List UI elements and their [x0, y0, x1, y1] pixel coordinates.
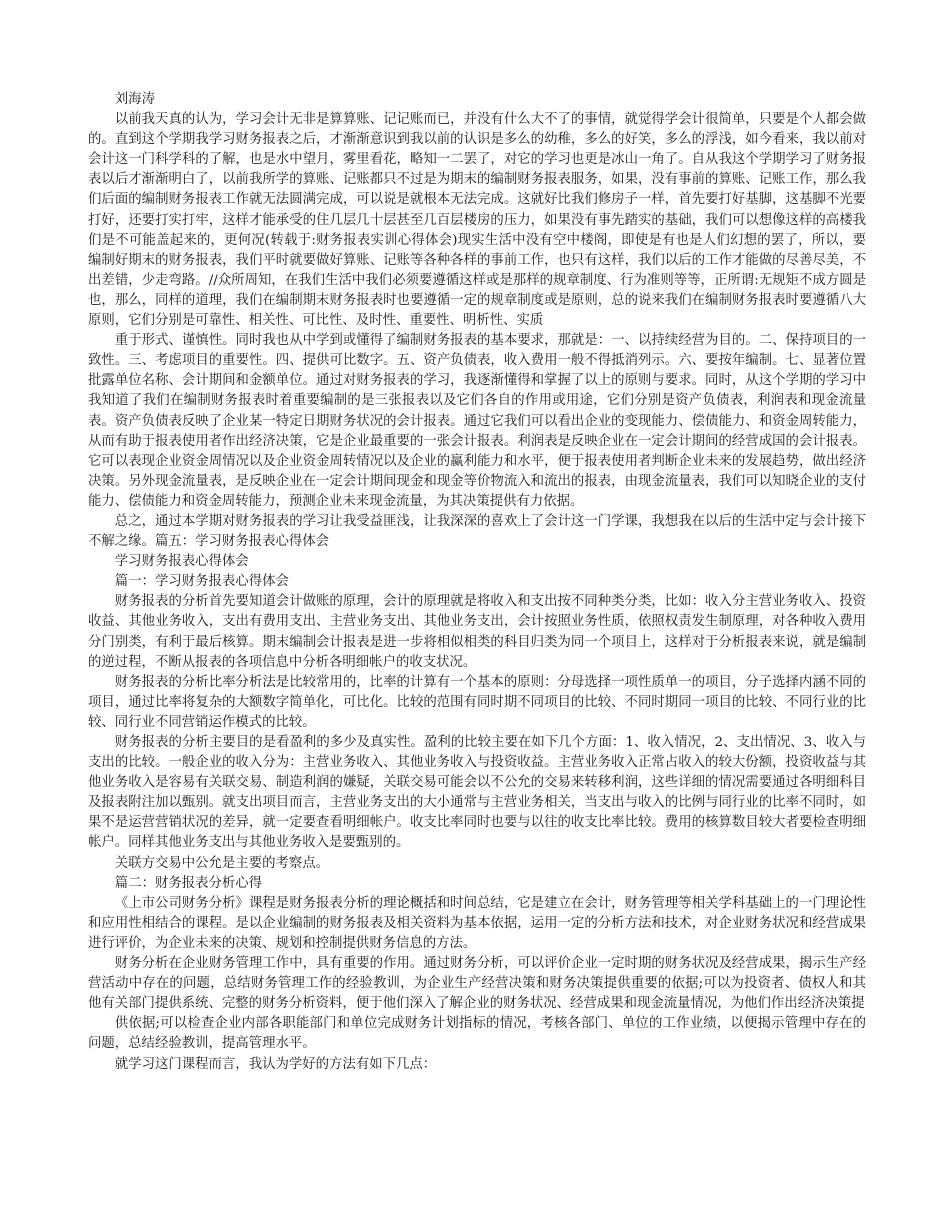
paragraph: 就学习这门课程而言，我认为学好的方法有如下几点： [114, 1056, 437, 1072]
paragraph: 供依据;可以检查企业内部各职能部门和单位完成财务计划指标的情况，考核各部门、单位的工作业绩，以便揭示管理中存在的问题，总结经验教训，提高管理水平。 [88, 1016, 866, 1052]
paragraph: 财务报表的分析比率分析法是比较常用的，比率的计算有一个基本的原则：分母选择一项性质单一的项目，分子选择内涵不同的项目，通过比率将复杂的大额数字简单化，可比化。比较的范围有同时期不同项目的比较、不同时期同一项目的比较、不同行业的比较、同行业不同营销运作模式的比较。 [88, 674, 866, 730]
author-name: 刘海涛 [114, 92, 155, 107]
section-heading: 篇二：财务报表分析心得 [114, 875, 263, 891]
paragraph: 关联方交易中公允是主要的考察点。 [114, 855, 330, 871]
paragraph: 重于形式、谨慎性。同时我也从中学到或懂得了编制财务报表的基本要求，那就是：一、以持续经营为目的。二、保持项目的一致性。三、考虑项目的重要性。四、提供可比数字。五、资产负债表，收入费用一般不得抵消列示。六、要按年编制。七、显著位置批露单位名称、会计期间和金额单位。通过对财务报表的学习，我逐渐懂得和掌握了以上的原则与要求。同时，从这个学期的学习中我知道了我们在编制财务报表时着重要编制的是三张报表以及它们各自的作用或用途，它们分别是资产负债表，利润表和现金流量表。资产负债表反映了企业某一特定日期财务状况的会计报表。通过它我们可以看出企业的变现能力、偿债能力、和资金周转能力，从而有助于报表使用者作出经济决策，它是企业最重要的一张会计报表。利润表是反映企业在一定会计期间的经营成国的会计报表。它可以表现企业资金周情况以及企业资金周转情况以及企业的赢利能力和水平，便于报表使用者判断企业未来的发展趋势，做出经济决策。另外现金流量表，是反映企业在一定会计期间现金和现金等价物流入和流出的报表，由现金流量表，我们可以知晓企业的支付能力、偿债能力和资金周转能力，预测企业未来现金流量，为其决策提供有力依据。 [88, 333, 866, 509]
paragraph: 总之，通过本学期对财务报表的学习让我受益匪浅，让我深深的喜欢上了会计这一门学课，我想我在以后的生活中定与会计接下不解之缘。篇五：学习财务报表心得体会 [88, 513, 866, 550]
paragraph: 财务分析在企业财务管理工作中，具有重要的作用。通过财务分析，可以评价企业一定时期的财务状况及经营成果，揭示生产经营活动中存在的问题，总结财务管理工作的经验教训，为企业生产经营决策和财务决策提供重要的依据;可以为投资者、债权人和其他有关部门提供系统、完整的财务分析资料，便于他们深入了解企业的财务状况、经营成果和现金流量情况，为他们作出经济决策提 [88, 956, 866, 1012]
paragraph: 财务报表的分析首先要知道会计做账的原理，会计的原理就是将收入和支出按不同种类分类，比如：收入分主营业务收入、投资收益、其他业务收入，支出有费用支出、主营业务支出、其他业务支出，会计按照业务性质，依照权责发生制原理，对各种收入费用分门别类，有利于最后核算。期末编制会计报表是进一步将相似相类的科目归类为同一个项目上，这样对于分析报表来说，就是编制的逆过程，不断从报表的各项信息中分析各明细帐户的收支状况。 [88, 594, 866, 670]
section-heading: 篇一：学习财务报表心得体会 [114, 574, 289, 590]
paragraph: 以前我天真的认为，学习会计无非是算算账、记记账而已，并没有什么大不了的事情，就觉得学会计很简单，只要是个人都会做的。直到这个学期我学习财务报表之后，才渐渐意识到我以前的认识是多么的幼稚，多么的好笑，多么的浮浅，如今看来，我以前对会计这一门科学科的了解，也是水中望月，雾里看花，略知一二罢了，对它的学习也更是冰山一角了。自从我这个学期学习了财务报表以后才渐渐明白了，以前我所学的算账、记账都只不过是为期末的编制财务报表服务，如果，没有事前的算账、记账工作，那么我们后面的编制财务报表工作就无法圆满完成，可以说是就根本无法完成。这就好比我们修房子一样，首先要打好基脚，这基脚不光要打好，还要打实打牢，这样才能承受的住几层几十层甚至几百层楼房的压力，如果没有事先踏实的基础，我们可以想像这样的高楼我们是不可能盖起来的，更何况(转载于:财务报表实训心得体会)现实生活中没有空中楼阁，即使是有也是人们幻想的罢了，所以，要编制好期末的财务报表，我们平时就要做好算账、记账等各种各样的事前工作，也只有这样，我们以后的工作才能做的尽善尽美，不出差错，少走弯路。//众所周知，在我们生活中我们必须要遵循这样或是那样的规章制度、行为准则等等，正所谓:无规矩不成方圆是也，那么，同样的道理，我们在编制期末财务报表时也要遵循一定的规章制度或是原则，总的说来我们在编制财务报表时要遵循八大原则，它们分别是可靠性、相关性、可比性、及时性、重要性、明析性、实质 [88, 112, 866, 329]
paragraph: 《上市公司财务分析》课程是财务报表分析的理论概括和时间总结，它是建立在会计，财务管理等相关学科基础上的一门理论性和应用性相结合的课程。是以企业编制的财务报表及相关资料为基本依据，运用一定的分析方法和技术，对企业财务状况和经营成果进行评价，为企业未来的决策、规划和控制提供财务信息的方法。 [88, 895, 866, 951]
section-heading: 学习财务报表心得体会 [114, 554, 249, 570]
paragraph: 财务报表的分析主要目的是看盈利的多少及真实性。盈利的比较主要在如下几个方面：1、收入情况，2、支出情况、3、收入与支出的比较。一般企业的收入分为：主营业务收入、其他业务收入与投资收益。主营业务收入正常占收入的较大份额，投资收益与其他业务收入是容易有关联交易、制造利润的嫌疑，关联交易可能会以不公允的交易来转移利润，这些详细的情况需要通过各明细科目及报表附注加以甄别。就支出项目而言，主营业务支出的大小通常与主营业务相关，当支出与收入的比例与同行业的比率不同时，如果不是运营营销状况的差异，就一定要查看明细帐户。收支比率同时也要与以往的收支比率比较。费用的核算数目较大者要检查明细帐户。同样其他业务支出与其他业务收入是要甄别的。 [88, 735, 866, 851]
